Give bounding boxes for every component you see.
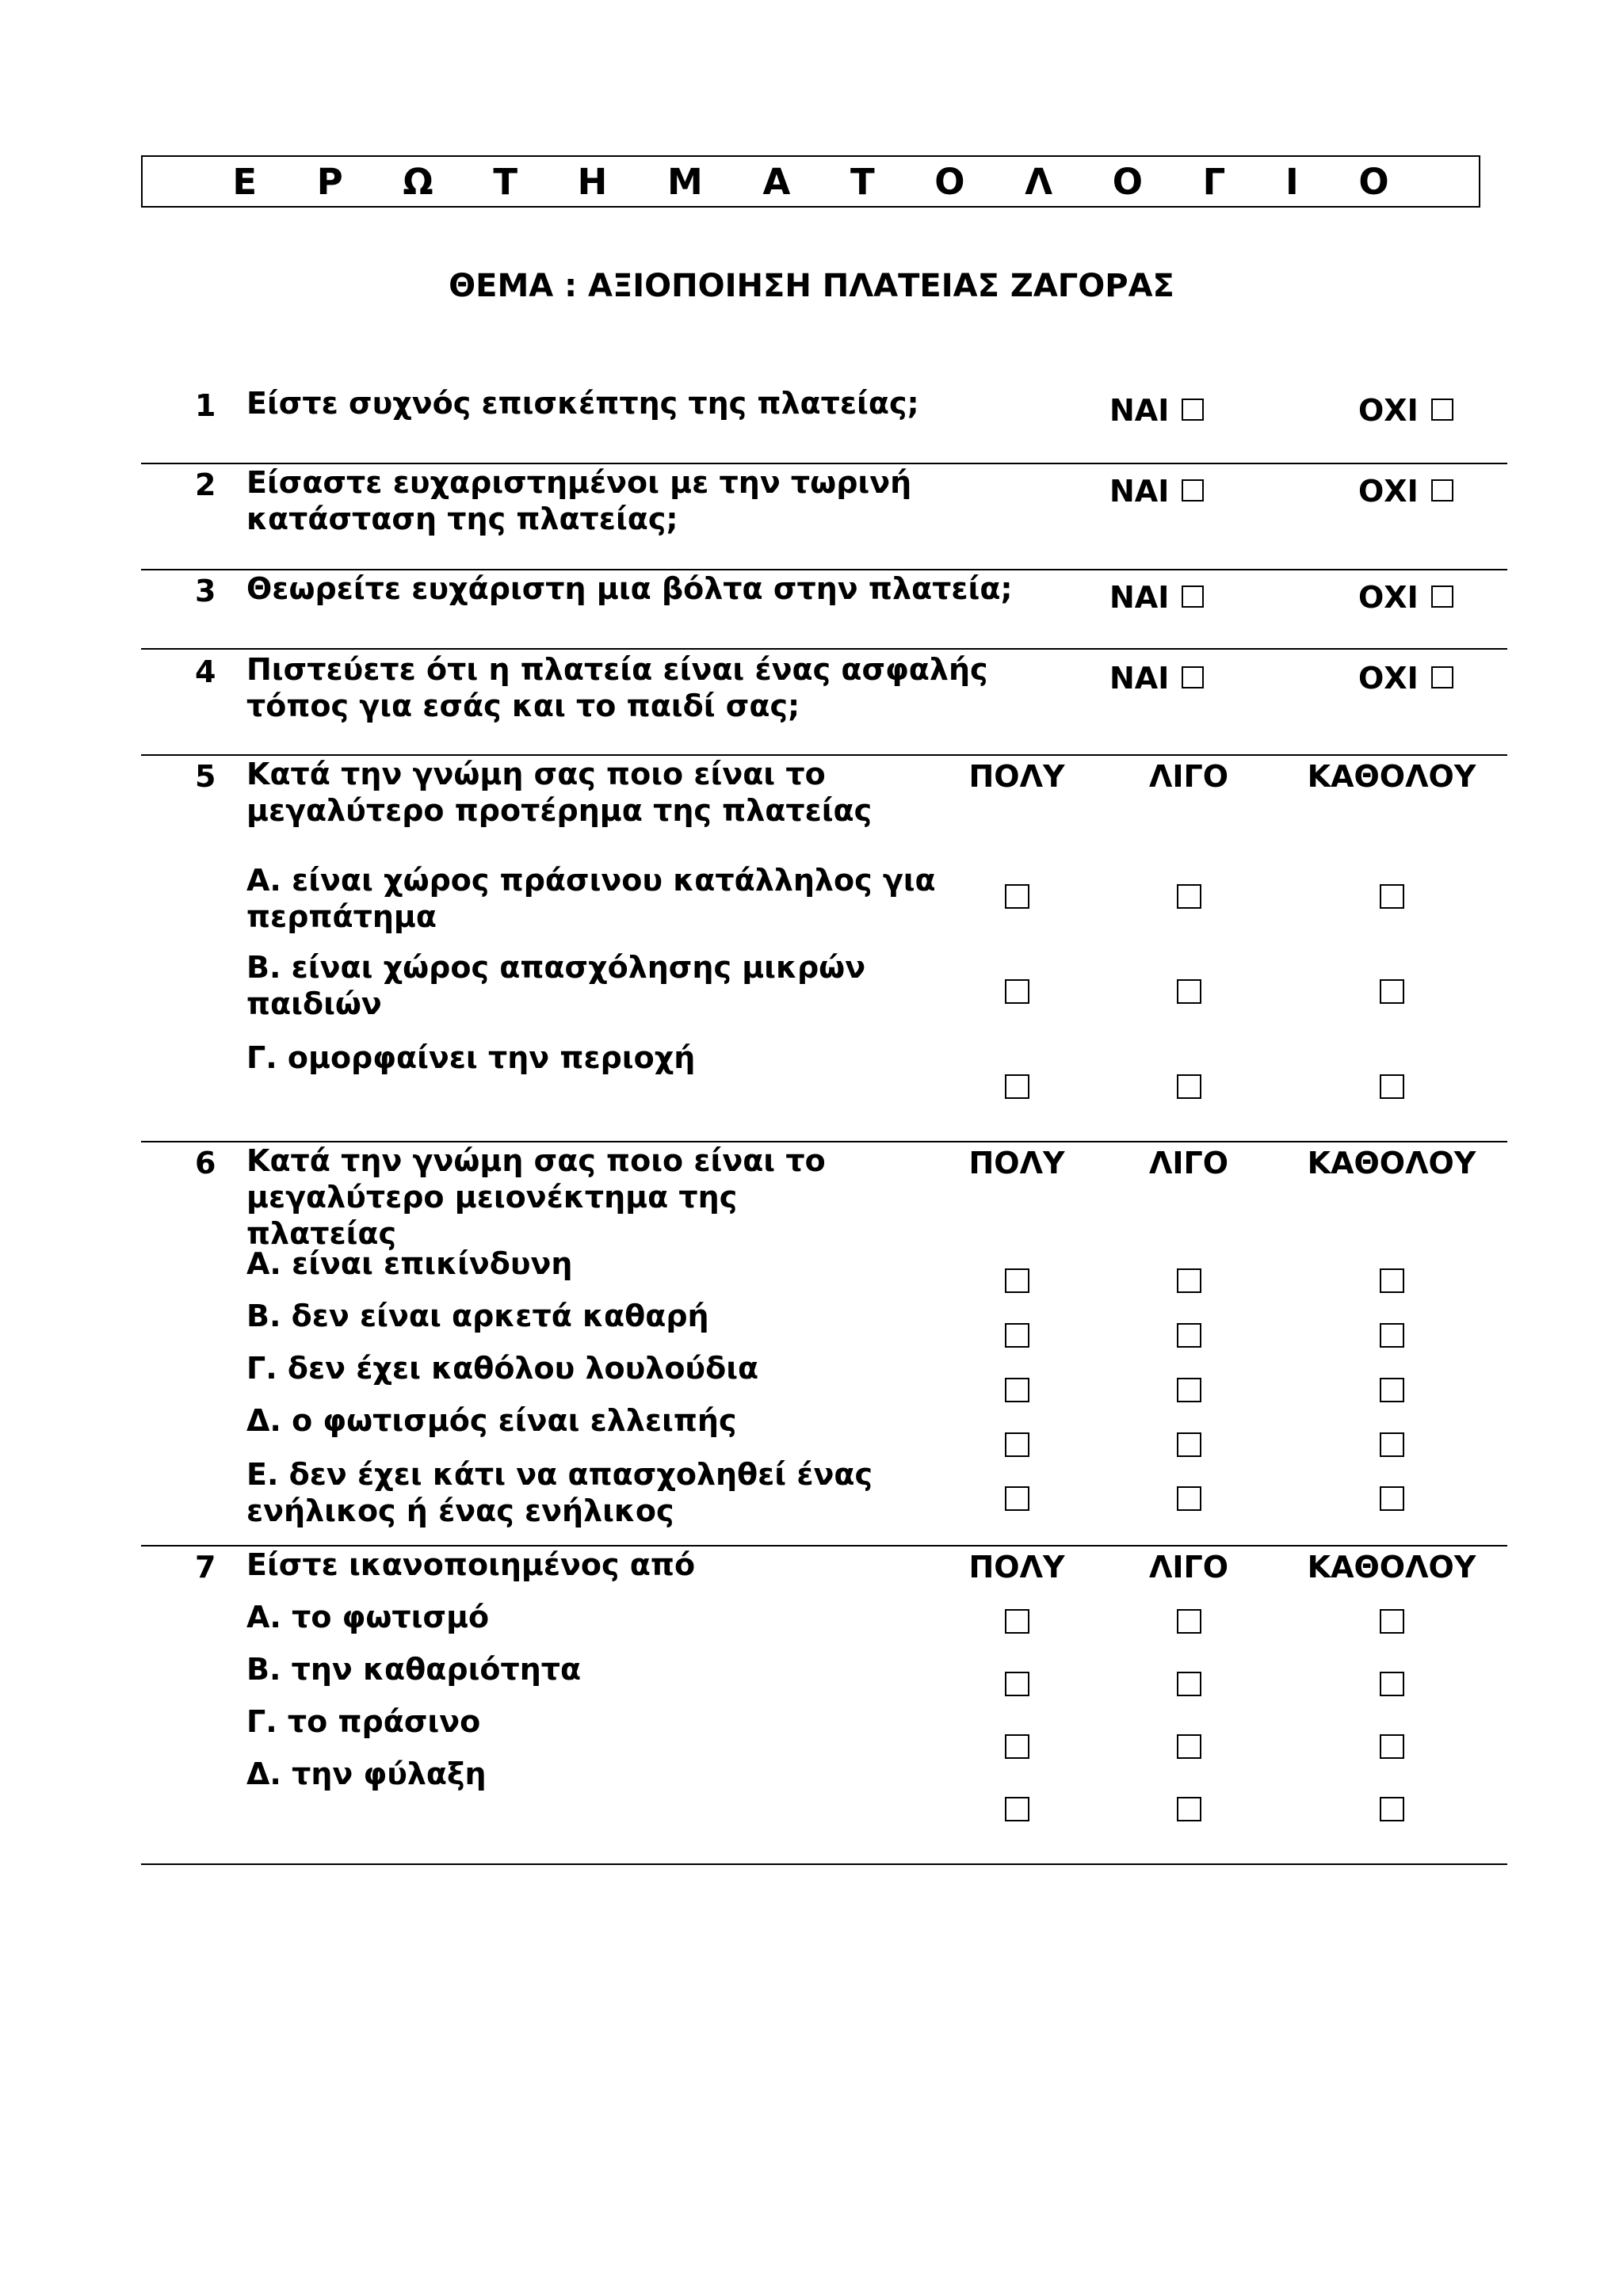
question-number: 3 — [195, 574, 216, 608]
checkbox-little[interactable] — [1177, 1734, 1201, 1759]
checkbox-little[interactable] — [1177, 884, 1201, 909]
question-text: Πιστεύετε ότι η πλατεία είναι ένας ασφαλής τόπος για εσάς και το παιδί σας; — [246, 652, 988, 723]
checkbox-not-at-all[interactable] — [1380, 1074, 1404, 1099]
column-header-much: ΠΟΛΥ — [968, 1550, 1065, 1585]
option-text: Α. είναι επικίνδυνη — [246, 1246, 573, 1281]
questionnaire-title: Ε Ρ Ω Τ Η Μ Α Τ Ο Λ Ο Γ Ι Ο — [141, 155, 1480, 208]
no-checkbox[interactable] — [1431, 479, 1453, 502]
checkbox-not-at-all[interactable] — [1380, 1323, 1404, 1348]
question-text: Θεωρείτε ευχάριστη μια βόλτα στην πλατεία; — [246, 571, 1013, 606]
checkbox-much[interactable] — [1005, 979, 1029, 1004]
no-checkbox[interactable] — [1431, 666, 1453, 688]
checkbox-much[interactable] — [1005, 1268, 1029, 1293]
yes-label: ΝΑΙ — [1109, 580, 1170, 615]
yes-label: ΝΑΙ — [1109, 661, 1170, 696]
checkbox-not-at-all[interactable] — [1380, 1797, 1404, 1821]
option-text: Γ. ομορφαίνει την περιοχή — [246, 1040, 696, 1075]
checkbox-not-at-all[interactable] — [1380, 1672, 1404, 1696]
checkbox-little[interactable] — [1177, 1378, 1201, 1402]
no-label: ΟΧΙ — [1358, 661, 1419, 696]
checkbox-much[interactable] — [1005, 884, 1029, 909]
checkbox-much[interactable] — [1005, 1797, 1029, 1821]
no-option[interactable] — [1358, 661, 1453, 696]
no-label: ΟΧΙ — [1358, 393, 1419, 428]
option-text: Γ. το πράσινο — [246, 1704, 481, 1739]
checkbox-much[interactable] — [1005, 1432, 1029, 1457]
column-header-not-at-all: ΚΑΘΟΛΟΥ — [1307, 1550, 1476, 1585]
column-header-much: ΠΟΛΥ — [968, 1146, 1065, 1180]
no-option[interactable] — [1358, 393, 1453, 428]
yes-option[interactable] — [1109, 393, 1204, 428]
question-number: 1 — [195, 388, 216, 423]
option-text: Β. είναι χώρος απασχόλησης μικρών παιδιών — [246, 950, 866, 1021]
checkbox-little[interactable] — [1177, 979, 1201, 1004]
divider — [141, 648, 1507, 650]
checkbox-much[interactable] — [1005, 1672, 1029, 1696]
option-text: Α. το φωτισμό — [246, 1600, 490, 1634]
checkbox-much[interactable] — [1005, 1378, 1029, 1402]
checkbox-not-at-all[interactable] — [1380, 1486, 1404, 1511]
option-text: Β. την καθαριότητα — [246, 1652, 582, 1687]
no-option[interactable] — [1358, 474, 1453, 509]
column-header-not-at-all: ΚΑΘΟΛΟΥ — [1307, 759, 1476, 794]
checkbox-much[interactable] — [1005, 1609, 1029, 1634]
checkbox-not-at-all[interactable] — [1380, 1609, 1404, 1634]
question-text: Είστε ικανοποιημένος από — [246, 1547, 696, 1582]
option-text: Β. δεν είναι αρκετά καθαρή — [246, 1299, 709, 1333]
checkbox-little[interactable] — [1177, 1797, 1201, 1821]
checkbox-little[interactable] — [1177, 1323, 1201, 1348]
checkbox-little[interactable] — [1177, 1609, 1201, 1634]
column-header-little: ΛΙΓΟ — [1148, 1550, 1229, 1585]
checkbox-not-at-all[interactable] — [1380, 1268, 1404, 1293]
question-number: 5 — [195, 759, 216, 794]
checkbox-little[interactable] — [1177, 1672, 1201, 1696]
option-text: Ε. δεν έχει κάτι να απασχοληθεί ένας ενήλικος ή ένας ενήλικος — [246, 1457, 873, 1528]
yes-option[interactable] — [1109, 661, 1204, 696]
checkbox-not-at-all[interactable] — [1380, 1432, 1404, 1457]
checkbox-not-at-all[interactable] — [1380, 979, 1404, 1004]
question-number: 2 — [195, 467, 216, 502]
yes-checkbox[interactable] — [1182, 666, 1204, 688]
checkbox-little[interactable] — [1177, 1432, 1201, 1457]
column-header-little: ΛΙΓΟ — [1148, 759, 1229, 794]
no-checkbox[interactable] — [1431, 399, 1453, 421]
column-header-little: ΛΙΓΟ — [1148, 1146, 1229, 1180]
column-header-much: ΠΟΛΥ — [968, 759, 1065, 794]
question-text: Κατά την γνώμη σας ποιο είναι το μεγαλύτερο μειονέκτημα της πλατείας — [246, 1143, 826, 1251]
option-text: Δ. ο φωτισμός είναι ελλειπής — [246, 1403, 737, 1438]
checkbox-not-at-all[interactable] — [1380, 884, 1404, 909]
checkbox-little[interactable] — [1177, 1268, 1201, 1293]
yes-checkbox[interactable] — [1182, 585, 1204, 608]
yes-label: ΝΑΙ — [1109, 393, 1170, 428]
option-text: Γ. δεν έχει καθόλου λουλούδια — [246, 1351, 759, 1386]
option-text: Α. είναι χώρος πράσινου κατάλληλος για περπάτημα — [246, 863, 936, 934]
checkbox-not-at-all[interactable] — [1380, 1378, 1404, 1402]
yes-checkbox[interactable] — [1182, 479, 1204, 502]
yes-label: ΝΑΙ — [1109, 474, 1170, 509]
page-subtitle: ΘΕΜΑ : ΑΞΙΟΠΟΙΗΣΗ ΠΛΑΤΕΙΑΣ ΖΑΓΟΡΑΣ — [449, 268, 1174, 304]
question-text: Είστε συχνός επισκέπτης της πλατείας; — [246, 386, 919, 421]
no-label: ΟΧΙ — [1358, 474, 1419, 509]
no-checkbox[interactable] — [1431, 585, 1453, 608]
question-text: Είσαστε ευχαριστημένοι με την τωρινή κατάσταση της πλατείας; — [246, 465, 912, 536]
question-number: 6 — [195, 1146, 216, 1180]
yes-checkbox[interactable] — [1182, 399, 1204, 421]
checkbox-little[interactable] — [1177, 1074, 1201, 1099]
checkbox-little[interactable] — [1177, 1486, 1201, 1511]
no-option[interactable] — [1358, 580, 1453, 615]
checkbox-much[interactable] — [1005, 1734, 1029, 1759]
divider — [141, 1863, 1507, 1865]
question-number: 4 — [195, 654, 216, 689]
question-text: Κατά την γνώμη σας ποιο είναι το μεγαλύτερο προτέρημα της πλατείας — [246, 757, 873, 828]
option-text: Δ. την φύλαξη — [246, 1756, 487, 1791]
checkbox-much[interactable] — [1005, 1074, 1029, 1099]
yes-option[interactable] — [1109, 474, 1204, 509]
checkbox-much[interactable] — [1005, 1486, 1029, 1511]
yes-option[interactable] — [1109, 580, 1204, 615]
column-header-not-at-all: ΚΑΘΟΛΟΥ — [1307, 1146, 1476, 1180]
question-number: 7 — [195, 1550, 216, 1585]
checkbox-not-at-all[interactable] — [1380, 1734, 1404, 1759]
checkbox-much[interactable] — [1005, 1323, 1029, 1348]
no-label: ΟΧΙ — [1358, 580, 1419, 615]
